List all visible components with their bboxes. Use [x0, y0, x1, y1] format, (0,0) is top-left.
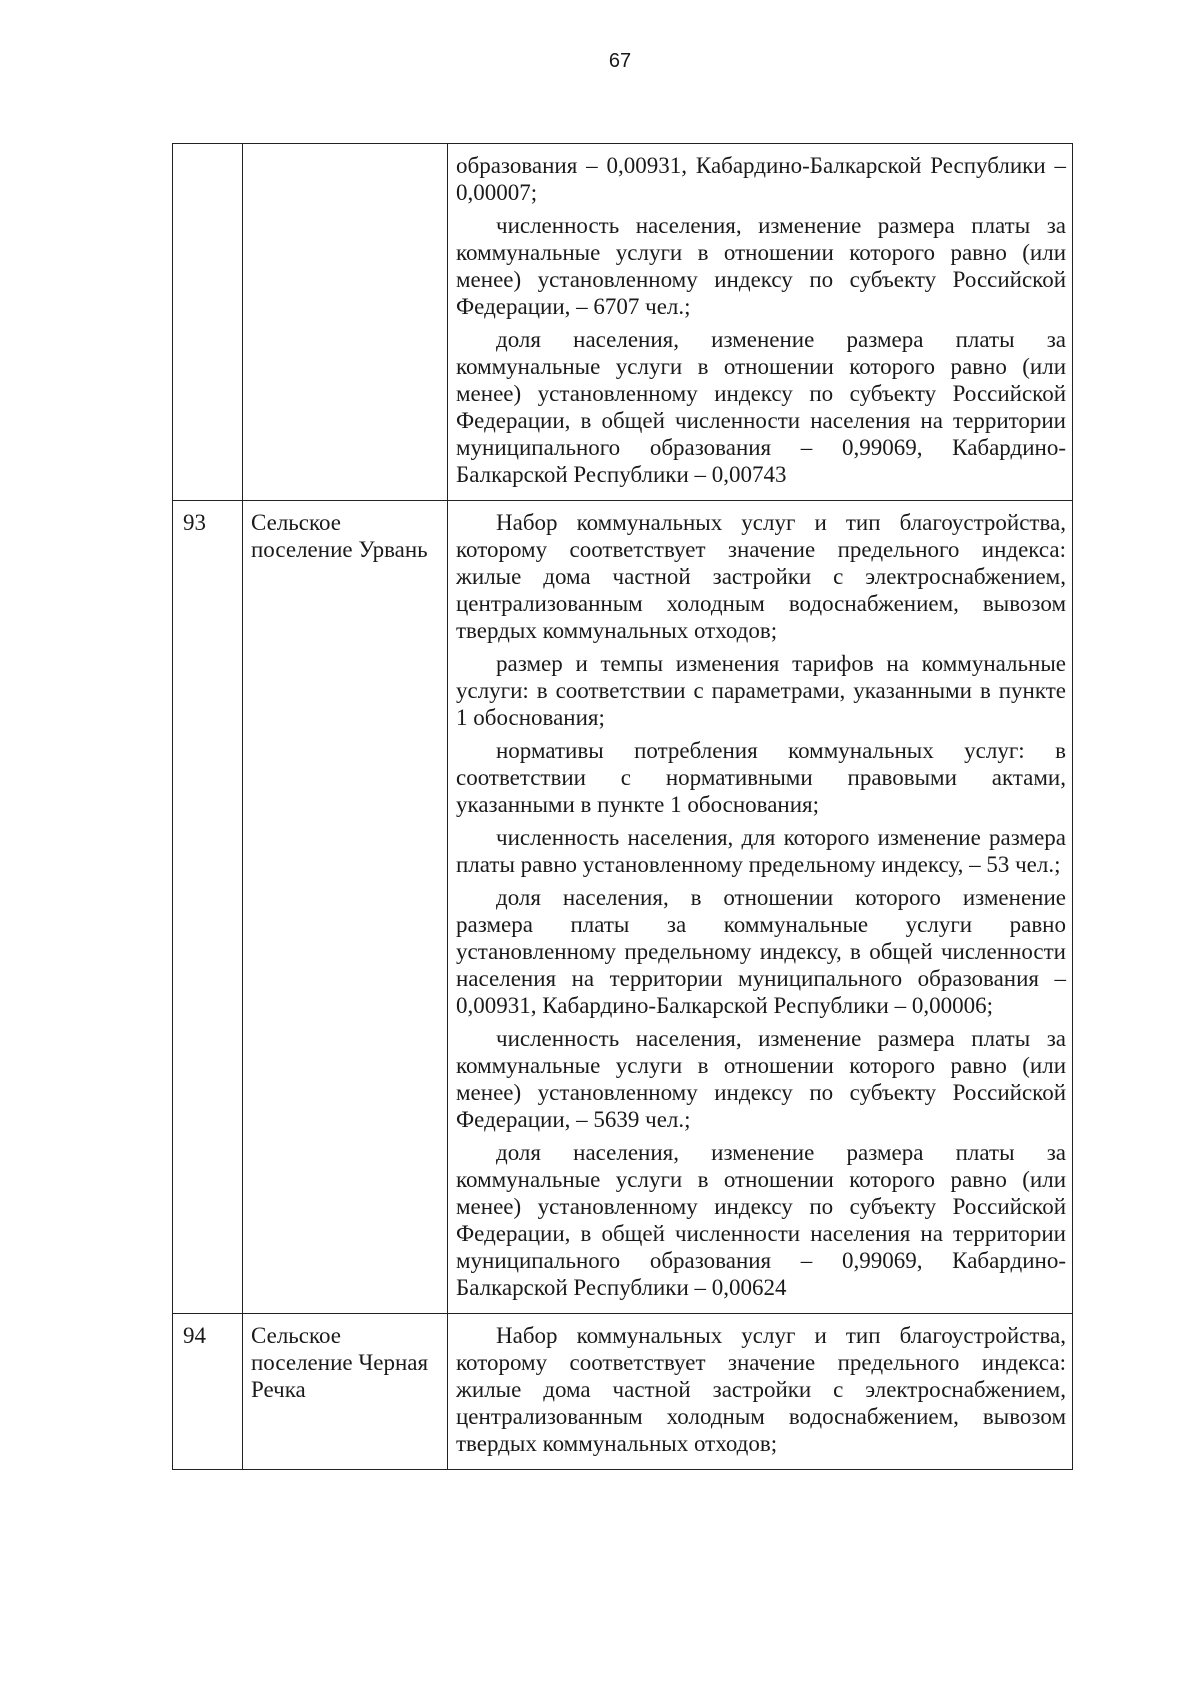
municipality-name: [243, 144, 448, 501]
description-paragraph: доля населения, в отношении которого изменение размера платы за коммунальные услуги равно установленному предельному индексу, в общей численности населения на территории муниципального образования – 0,00931, Кабардино-Балкарской Республики – 0,00006;: [456, 885, 1066, 1018]
description-paragraph: доля населения, изменение размера платы за коммунальные услуги в отношении которого равно (или менее) установленному индексу по субъекту Российской Федерации, в общей численности населения на территории муниципального образования – 0,99069, Кабардино-Балкарской Республики – 0,00743: [456, 327, 1066, 487]
page-number: 67: [608, 50, 632, 72]
description-paragraph: численность населения, изменение размера платы за коммунальные услуги в отношении которого равно (или менее) установленному индексу по субъекту Российской Федерации, – 5639 чел.;: [456, 1026, 1066, 1132]
row-description: [448, 144, 1073, 501]
description-paragraph: численность населения, для которого изменение размера платы равно установленному предельному индексу, – 53 чел.;: [456, 825, 1066, 877]
row-number: 93: [173, 501, 243, 1314]
description-paragraph: численность населения, изменение размера платы за коммунальные услуги в отношении которого равно (или менее) установленному индексу по субъекту Российской Федерации, – 6707 чел.;: [456, 213, 1066, 319]
description-paragraph: доля населения, изменение размера платы за коммунальные услуги в отношении которого равно (или менее) установленному индексу по субъекту Российской Федерации, в общей численности населения на территории муниципального образования – 0,99069, Кабардино-Балкарской Республики – 0,00624: [456, 1140, 1066, 1300]
row-number: [173, 144, 243, 501]
row-number: 94: [173, 1314, 243, 1470]
row-description: [448, 1314, 1073, 1470]
description-paragraph: образования – 0,00931, Кабардино-Балкарской Республики – 0,00007;: [456, 153, 1066, 205]
municipality-name: Сельское поселение Урвань: [243, 501, 448, 1314]
table-row: [173, 1314, 1073, 1470]
description-paragraph: нормативы потребления коммунальных услуг: в соответствии с нормативными правовыми актами, указанными в пункте 1 обоснования;: [456, 738, 1066, 817]
description-paragraph: Набор коммунальных услуг и тип благоустройства, которому соответствует значение предельного индекса: жилые дома частной застройки с электроснабжением, централизованным холодным водоснабжением, вывозом твердых коммунальных отходов;: [456, 1323, 1066, 1456]
indices-table: [172, 143, 1073, 1470]
municipality-name: Сельское поселение Черная Речка: [243, 1314, 448, 1470]
description-paragraph: размер и темпы изменения тарифов на коммунальные услуги: в соответствии с параметрами, указанными в пункте 1 обоснования;: [456, 651, 1066, 730]
row-description: [448, 501, 1073, 1314]
description-paragraph: Набор коммунальных услуг и тип благоустройства, которому соответствует значение предельного индекса: жилые дома частной застройки с электроснабжением, централизованным холодным водоснабжением, вывозом твердых коммунальных отходов;: [456, 510, 1066, 643]
table-row: [173, 144, 1073, 501]
table-row: [173, 501, 1073, 1314]
